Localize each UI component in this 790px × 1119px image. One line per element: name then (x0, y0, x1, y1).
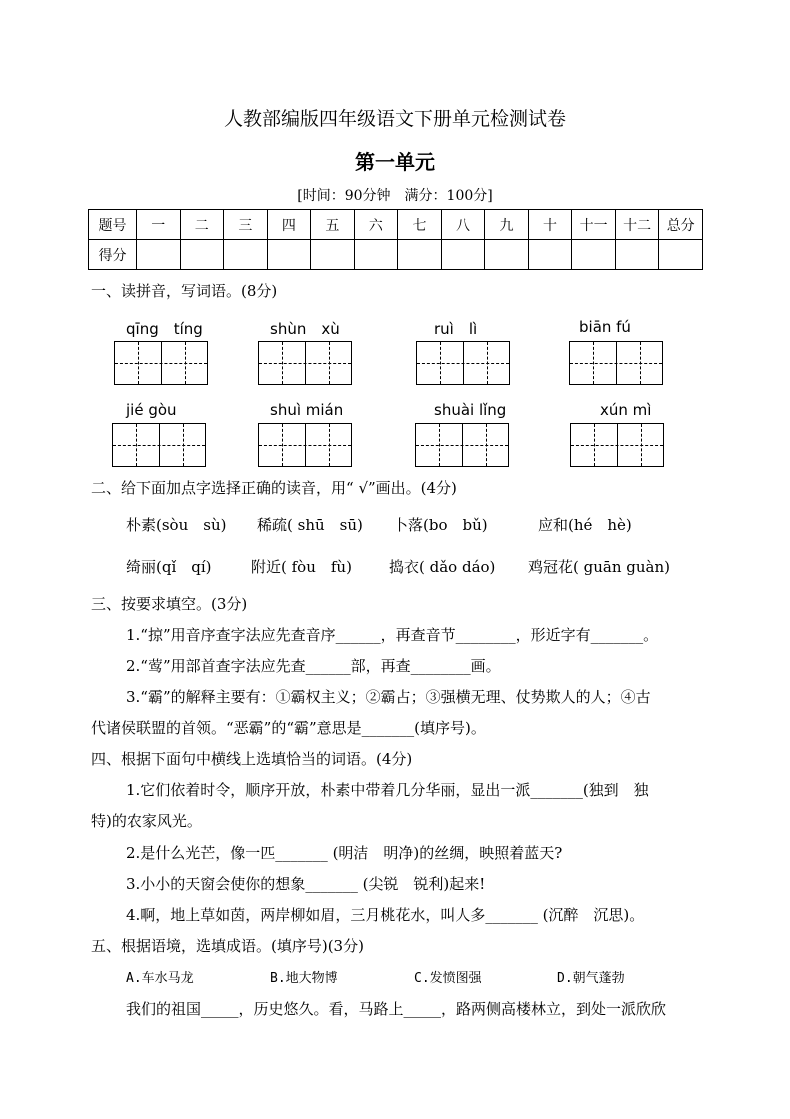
reading-choice[interactable]: 卜落(bo bǔ) (393, 516, 488, 534)
writing-grid[interactable] (569, 341, 663, 385)
score-blank[interactable] (572, 240, 616, 270)
unit-title: 第一单元 (355, 150, 435, 174)
pinyin-label: qīng tíng (126, 320, 203, 338)
pinyin-label: shuì mián (270, 401, 344, 419)
score-blank[interactable] (354, 240, 398, 270)
writing-grid[interactable] (114, 341, 208, 385)
score-cell: 六 (354, 210, 398, 240)
score-header-row (89, 210, 703, 240)
question-4-3: 3.小小的天窗会使你的想象_______ (尖锐 锐利)起来! (126, 875, 486, 893)
writing-grid[interactable] (416, 341, 510, 385)
score-blank[interactable] (398, 240, 442, 270)
pinyin-label: shùn xù (270, 320, 340, 338)
score-label: 得分 (89, 240, 137, 270)
reading-choice[interactable]: 附近( fòu fù) (251, 558, 352, 576)
score-cell: 七 (398, 210, 442, 240)
score-blank[interactable] (267, 240, 311, 270)
section-4-heading: 四、根据下面句中横线上选填恰当的词语。(4分) (91, 750, 413, 768)
writing-grid[interactable] (258, 341, 352, 385)
section-1-heading: 一、读拼音，写词语。(8分) (91, 282, 278, 300)
reading-choice[interactable]: 应和(hé hè) (538, 516, 632, 534)
score-cell: 十一 (572, 210, 616, 240)
idiom-option: C.发愤图强 (414, 971, 482, 986)
score-cell: 三 (224, 210, 268, 240)
question-4-1-cont: 特)的农家风光。 (91, 812, 202, 830)
reading-choice[interactable]: 稀疏( shū sū) (257, 516, 363, 534)
score-cell: 总分 (659, 210, 703, 240)
score-blank[interactable] (441, 240, 485, 270)
score-blank[interactable] (485, 240, 529, 270)
question-3-1: 1.“掠”用音序查字法应先查音序______，再查音节________，形近字有_______。 (126, 626, 659, 644)
page-title: 人教部编版四年级语文下册单元检测试卷 (223, 108, 566, 130)
question-4-1: 1.它们依着时令，顺序开放，朴素中带着几分华丽，显出一派_______(独到 独 (126, 781, 649, 799)
reading-choice[interactable]: 朴素(sòu sù) (126, 516, 227, 534)
writing-grid[interactable] (570, 423, 664, 467)
score-blank[interactable] (615, 240, 659, 270)
question-3-2: 2.“莺”用部首查字法应先查______部，再查________画。 (126, 657, 501, 675)
section-5-heading: 五、根据语境，选填成语。(填序号)(3分) (91, 937, 364, 955)
idiom-option: D.朝气蓬勃 (557, 971, 625, 986)
question-4-4: 4.啊，地上草如茵，两岸柳如眉，三月桃花水，叫人多_______ (沉醉 沉思)。 (126, 906, 645, 924)
section-2-heading: 二、给下面加点字选择正确的读音，用“ √”画出。(4分) (91, 479, 457, 497)
idiom-option: B.地大物博 (270, 971, 338, 986)
writing-grid[interactable] (112, 423, 206, 467)
score-cell: 题号 (89, 210, 137, 240)
score-cell: 五 (311, 210, 355, 240)
score-cell: 一 (137, 210, 181, 240)
score-blank[interactable] (659, 240, 703, 270)
writing-grid[interactable] (258, 423, 352, 467)
score-blank[interactable] (528, 240, 572, 270)
question-3-3: 3.“霸”的解释主要有：①霸权主义；②霸占；③强横无理、仗势欺人的人；④古 (126, 688, 651, 706)
idiom-option: A.车水马龙 (126, 971, 194, 986)
question-5-text: 我们的祖国_____，历史悠久。看，马路上_____，路两侧高楼林立，到处一派欣欣 (126, 1000, 667, 1018)
score-cell: 四 (267, 210, 311, 240)
score-table (88, 209, 703, 270)
question-4-2: 2.是什么光芒，像一匹_______ (明洁 明净)的丝绸，映照着蓝天? (126, 844, 563, 862)
exam-info: [时间：90分钟 满分：100分] (297, 188, 493, 204)
score-cell: 八 (441, 210, 485, 240)
section-3-heading: 三、按要求填空。(3分) (91, 595, 248, 613)
pinyin-label: biān fú (579, 318, 631, 336)
score-row (89, 240, 703, 270)
question-3-3-cont: 代诸侯联盟的首领。“恶霸”的“霸”意思是_______(填序号)。 (91, 719, 486, 737)
reading-choice[interactable]: 捣衣( dǎo dáo) (389, 558, 496, 576)
reading-choice[interactable]: 鸡冠花( guān guàn) (528, 558, 670, 576)
pinyin-label: shuài lǐng (434, 401, 507, 419)
score-cell: 九 (485, 210, 529, 240)
score-cell: 十 (528, 210, 572, 240)
score-blank[interactable] (311, 240, 355, 270)
score-cell: 二 (180, 210, 224, 240)
score-blank[interactable] (224, 240, 268, 270)
reading-choice[interactable]: 绮丽(qǐ qí) (126, 558, 212, 576)
pinyin-label: xún mì (600, 401, 652, 419)
score-blank[interactable] (137, 240, 181, 270)
pinyin-label: ruì lì (434, 320, 478, 338)
score-blank[interactable] (180, 240, 224, 270)
pinyin-label: jié gòu (126, 401, 177, 419)
writing-grid[interactable] (415, 423, 509, 467)
score-cell: 十二 (615, 210, 659, 240)
